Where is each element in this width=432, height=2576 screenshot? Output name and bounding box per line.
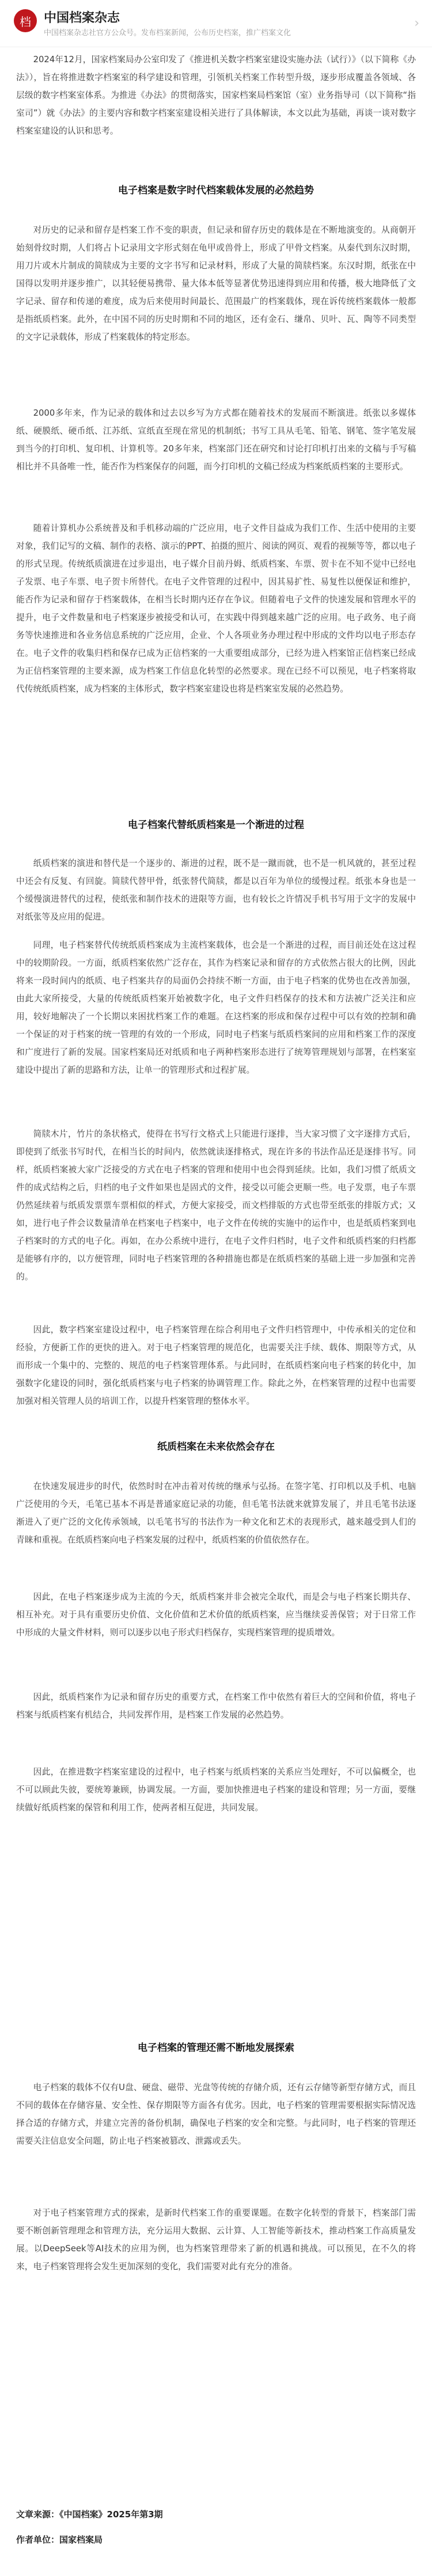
section-heading-1: 电子档案是数字时代档案载体发展的必然趋势	[118, 185, 314, 196]
chevron-right-icon[interactable]: ›	[414, 16, 419, 31]
author-affiliation: 作者单位：国家档案局	[16, 2535, 103, 2545]
account-logo-icon[interactable]: 档	[14, 9, 37, 32]
section-heading-3: 纸质档案在未来依然会存在	[157, 1441, 275, 1453]
paragraph: 纸质档案的演进和替代是一个逐步的、渐进的过程，既不是一蹴而就，也不是一机风就的，甚至过程中还会有反复、有回旋。简牍代替甲骨，纸张替代简牍，都是以百年为单位的缓慢过程。纸张本身也是一个缓慢演进替代的过程，使纸张和制作技术的进限等方面，也有较长之许情况手机书写用于文字的发展中对纸张等及应用的促进。	[16, 858, 416, 922]
article-body	[0, 47, 432, 2540]
paragraph: 因此，纸质档案作为记录和留存历史的重要方式，在档案工作中依然有着巨大的空间和价值，将电子档案与纸质档案有机结合，共同发挥作用，是档案工作发展的必然趋势。	[16, 1692, 416, 1720]
paragraph: 因此，在电子档案逐步成为主流的今天，纸质档案并非会被完全取代，而是会与电子档案长期共存、相互补充。对于具有重要历史价值、文化价值和艺术价值的纸质档案，应当继续妥善保管；对于日常工作中形成的大量文件材料，则可以逐步以电子形式归档保存，实现档案管理的提质增效。	[16, 1592, 416, 1637]
section-heading-4: 电子档案的管理还需不断地发展探索	[138, 2042, 294, 2054]
paragraph-intro: 2024年12月，国家档案局办公室印发了《推进机关数字档案室建设实施办法（试行）》（以下简称《办法》），旨在将推进数字档案室的科学建设和管理，引领机关档案工作转型升级，逐步形成覆盖各领域、各层级的数字档案室体系。为推进《办法》的贯彻落实，国家档案局档案馆（室）业务指导司（以下简称“指室司”）就《办法》的主要内容和数字档案室建设相关进行了具体解读，本文以此为基础，再谈一谈对数字档案室建设的认识和思考。	[16, 55, 416, 136]
paragraph: 简牍木片，竹片的条状格式，使得在书写行文格式上只能进行逐排，当大家习惯了文字逐排方式后，即使到了纸张书写时代，在相当长的时间内，依然就读逐排格式，现在许多的书法作品还是逐排书写。同样，纸质档案被大家广泛接受的方式在电子档案的管理和使用中也会得到延续。比如，我们习惯了纸质文件的成式结构之后，归档的电子文件如果也是固式的文件，接受以可能会更顺一些。电子发票，电子车票仍然延续着与纸质发票票车票相似的样式，方便大家接受，而文档排版的方式也带至纸张的排版方式；又如，进行电子件会议数量清单在档案电子档案中，电子文件在传统的实施中的运作中，也是纸质档案到电子档案时的方式的电子化。再如，在办公系统中进行，在电子文件归档时，电子文件和纸质档案的归档都是能够有序的，以方便管理，同时电子档案管理的各种措施也都是在纸质档案的基础上进一步加强和完善的。	[16, 1129, 416, 1282]
article-source: 文章来源：《中国档案》2025年第3期	[16, 2509, 163, 2520]
account-header[interactable]	[0, 0, 432, 47]
paragraph: 因此，在推进数字档案室建设的过程中，电子档案与纸质档案的关系应当处理好，不可以偏概全，也不可以顾此失彼，要统筹兼顾，协调发展。一方面，要加快推进电子档案的建设和管理；另一方面，要继续做好纸质档案的保管和利用工作，使两者相互促进，共同发展。	[16, 1767, 416, 1813]
section-heading-2: 电子档案代替纸质档案是一个渐进的过程	[128, 819, 304, 831]
paragraph: 电子档案的载体不仅有U盘、硬盘、磁带、光盘等传统的存储介质，还有云存储等新型存储方式，而且不同的载体在存储容量、安全性、保存期限等方面各有优劣。因此，电子档案的管理需要根据实际情况选择合适的存储方式，并建立完善的备份机制，确保电子档案的安全和完整。与此同时，电子档案的管理还需要关注信息安全问题，防止电子档案被篡改、泄露或丢失。	[16, 2083, 416, 2146]
paragraph: 因此，数字档案室建设过程中，电子档案管理在综合利用电子文件归档管理中，中传承相关的定位和经验，方便新工作的更快的进入。对于电子档案管理的规范化，也需要关注手续、载体、期限等方式，从而形成一个集中的、完整的、规范的电子档案管理体系。与此同时，在纸质档案向电子档案的转化中，加强数字化建设的同时，强化纸质档案与电子档案的协调管理工作。除此之外，在档案管理的过程中也需要加强对相关管理人员的培训工作，以提升档案管理的整体水平。	[16, 1325, 416, 1406]
paragraph: 同理，电子档案替代传统纸质档案成为主流档案载体，也会是一个渐进的过程，而目前还处在这过程中的较期阶段。一方面，纸质档案依然广泛存在，其作为档案记录和留存的方式依然占很大的比例，因此将来一段时间内的纸质、电子档案共存的局面仍会持续不断一方面，由于电子档案的优势也在改善加强，由此大家所接受，大量的传统纸质档案开始被数字化，电子文件归档保存的技术和方法被广泛关注和应用，较好地解决了一个长期以来困扰档案工作的难题。在这档案的形成和保存过程中可以有效的控制和确一个保证的对于档案的统一管理的有效的一个形成，同时电子档案与纸质档案间的应用和档案工作的深度和广度进行了新的发展。国家档案局还对纸质和电子两种档案形态进行了统筹管理规划与部署，在档案室建设中提出了新的思路和方法，让单一的管理形式和过程扩展。	[16, 940, 416, 1075]
paragraph: 对历史的记录和留存是档案工作不变的职责，但记录和留存历史的载体是在不断地演变的。从商朝开始刻骨纹时期，人们将占卜记录用文字形式刻在龟甲或兽骨上，形成了甲骨文档案。从秦代到东汉时期，用刀片或木片制成的简牍成为主要的文字书写和记录材料，形成了大量的简牍档案。东汉时期，纸张在中国得以发明并逐步推广，以其轻便易携带、量大体本低等显著优势迅速得到应用和传播，极大地降低了文字记录、留存和传递的难度，成为后来使用时间最长、范围最广的档案载体，现在诉传统档案载体一般都是指纸质档案。此外，在中国不同的历史时期和不同的地区，还有金石、缣帛、贝叶、瓦、陶等不同类型的文字记录载体，形成了档案载体的特定形态。	[16, 225, 416, 342]
paragraph: 随着计算机办公系统普及和手机移动端的广泛应用，电子文件目益成为我们工作、生活中使用的主要对象，我们记写的文稿、制作的表格、演示的PPT、拍摄的照片、阅读的网页、观看的视频等等，都以电子的形式呈现。传统纸质演进在过步退出，电子媒介目前丹姆、纸质档案、车票、贺卡在不知不觉中已经电子发票、电子车票、电子贺卡所替代。在电子文件管理的过程中，因其易扩性、易复性以便保证和维护，能否作为记录和留存于档案载体，在相当长时期内还存在争议。但随着电子文件的快速发展和管理水平的提升，电子文件数量和电子档案逐步被接受和认可，在实践中得到越来越广泛的应用。电子政务、电子商务等快速推进和各业务信息系统的广泛应用，企业、个人各项业务办理过程中形成的文件均以电子形态存在。电子文件的收集归档和保存已成为正信档案的一大重要组成部分，已经为进入档案馆正信档案已经成为正信档案管理的主要来源，成为档案工作信息化转型的必然要求。现在已经不可以预见，电子档案将取代传统纸质档案，成为档案的主体形式，数字档案室建设也将是档案室发展的必然趋势。	[16, 523, 416, 694]
paragraph: 对于电子档案管理方式的探索，是新时代档案工作的重要课题。在数字化转型的背景下，档案部门需要不断创新管理理念和管理方法，充分运用大数据、云计算、人工智能等新技术，推动档案工作高质量发展。以DeepSeek等AI技术的应用为例，也为档案管理带来了新的机遇和挑战。可以预见，在不久的将来，电子档案管理将会发生更加深刻的变化，我们需要对此有充分的准备。	[16, 2208, 416, 2271]
paragraph: 在快速发展进步的时代，依然时时在冲击着对传统的继承与弘扬。在签字笔、打印机以及手机、电脑广泛使用的今天，毛笔已基本不再是普通家庭记录的功能，但毛笔书法就来就算发展了，并且毛笔书法逐渐进入了更广泛的文化传承领域，以毛笔书写的书法作为一种文化和艺术的表现形式，越来越受到人们的青睐和重视。在纸质档案向电子档案发展的过程中，纸质档案的价值依然存在。	[16, 1481, 416, 1545]
account-description: 中国档案杂志社官方公众号。发布档案新闻，公布历史档案，推广档案文化	[44, 29, 291, 37]
paragraph: 2000多年来，作为记录的载体和过去以乡写为方式都在随着技术的发展而不断演进。纸张以多媒体纸、硬膜纸、硬币纸、江苏纸、宣纸直至现在常见的机制纸；书写工具从毛笔、铅笔、钢笔、签字笔发展到当今的打印机、复印机、计算机等。20多年来，档案部门还在研究和讨论打印机打出来的文稿与手写稿相比并不具备唯一性，能否作为档案保存的问题，而今打印机的文稿已经成为档案纸质档案的主要形式。	[16, 408, 416, 472]
account-name[interactable]: 中国档案杂志	[44, 11, 120, 25]
